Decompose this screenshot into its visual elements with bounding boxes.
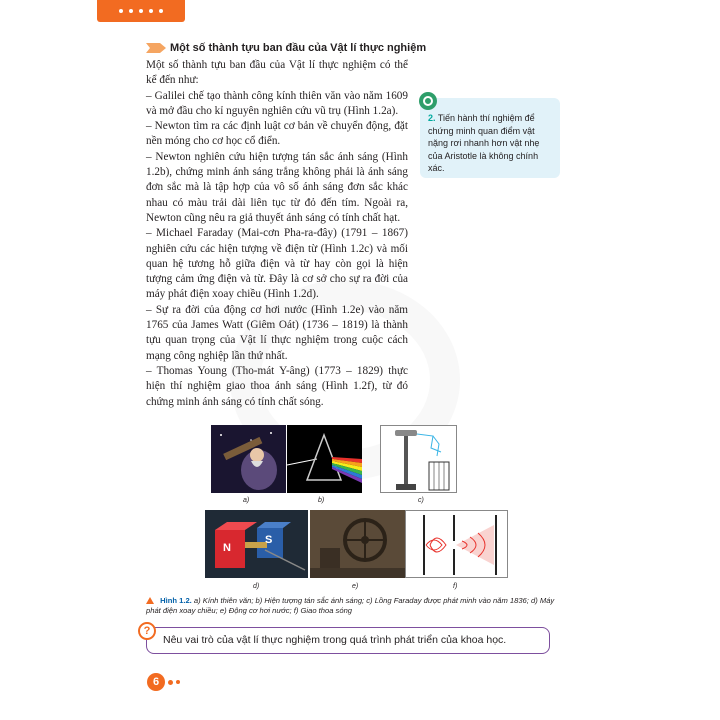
figure-telescope — [211, 425, 286, 493]
header-dot — [149, 9, 153, 13]
steam-engine-illustration — [310, 510, 405, 578]
figure-label-a: a) — [243, 497, 250, 504]
figure-label-d: d) — [253, 583, 260, 590]
header-dot — [119, 9, 123, 13]
paragraph-newton-optics: – Newton nghiên cứu hiện tượng tán sắc ánh sáng (Hình 1.2b), chứng minh ánh sáng trắng không phải là ánh sáng đơn sắc mà là tập hợp của vô số ánh sáng đơn sắc khác nhau có màu trải dài liên tục từ đỏ đến tím. Ngoài ra, Newton cũng nêu ra giả thuyết ánh sáng có tính chất hạt. — [146, 150, 408, 224]
paragraph-intro: Một số thành tựu ban đầu của Vật lí thực nghiệm có thể kể đến như: — [146, 59, 408, 87]
figure-steam-engine — [310, 510, 405, 578]
page-number — [147, 673, 180, 691]
figure-label-b: b) — [318, 497, 325, 504]
question-box — [146, 627, 550, 654]
section-title-text: Một số thành tựu ban đầu của Vật lí thực nghiệm — [170, 42, 427, 54]
page-dot — [168, 680, 173, 685]
question-text: Nêu vai trò của vật lí thực nghiệm trong quá trình phát triển của khoa học. — [163, 634, 507, 646]
interference-illustration — [406, 511, 508, 578]
side-note-number: 2. — [428, 113, 436, 123]
header-dot — [159, 9, 163, 13]
figure-label-e: e) — [352, 583, 359, 590]
paragraph-watt: – Sự ra đời của động cơ hơi nước (Hình 1.2e) vào năm 1765 của James Watt (Giêm Oát) (1736 – 1819) là thành tựu quan trọng của Vật lí thực nghiệm trong cuộc cách mạng công nghiệp lần thứ nhất. — [146, 303, 408, 362]
body-text — [146, 58, 408, 410]
page-number-value: 6 — [147, 673, 165, 691]
header-dot — [129, 9, 133, 13]
activity-icon — [419, 92, 437, 110]
caption-triangle-icon — [146, 597, 154, 604]
figure-ac-generator — [205, 510, 308, 578]
paragraph-young: – Thomas Young (Tho-mát Y-âng) (1773 – 1829) thực hiện thí nghiệm giao thoa ánh sáng (Hình 1.2f), từ đó chứng minh ánh sáng có tính chất sóng. — [146, 364, 408, 408]
caption-title: Hình 1.2. — [160, 596, 192, 605]
header-tab — [97, 0, 185, 22]
figure-caption — [146, 596, 556, 616]
figure-wave-interference — [405, 510, 508, 578]
paragraph-faraday: – Michael Faraday (Mai-cơn Pha-ra-đây) (1791 – 1867) nghiên cứu các hiện tượng về điện từ (Hình 1.2c) và mối quan hệ tương hỗ giữa điện và từ hay còn gọi là hiện tượng cảm ứng điện và từ. Đây là cơ sở cho sự ra đời của máy phát điện xoay chiều (Hình 1.2d). — [146, 227, 408, 301]
section-heading — [146, 42, 426, 54]
paragraph-galilei: – Galilei chế tạo thành công kính thiên văn vào năm 1609 và mở đầu cho kỉ nguyên nghiên cứu vũ trụ (Hình 1.2a). — [146, 89, 408, 117]
figure-label-c: c) — [418, 497, 424, 504]
header-dot — [139, 9, 143, 13]
caption-text: a) Kính thiên văn; b) Hiện tượng tán sắc ánh sáng; c) Lồng Faraday được phát minh vào năm 1836; d) Máy phát điện xoay chiều; e) Động cơ hơi nước; f) Giao thoa sóng — [146, 596, 555, 615]
paragraph-newton-mechanics: – Newton tìm ra các định luật cơ bản về chuyển động, đặt nền móng cho cơ học cổ điển. — [146, 120, 408, 148]
magnet-north-label: N — [223, 542, 231, 554]
side-note — [420, 98, 560, 178]
generator-illustration — [205, 510, 308, 578]
figure-faraday-cage — [380, 425, 457, 493]
page-dot — [176, 680, 180, 684]
prism-illustration — [287, 425, 362, 493]
question-icon: ? — [138, 622, 156, 640]
arrow-icon — [146, 43, 166, 53]
telescope-illustration — [211, 425, 286, 493]
figure-label-f: f) — [453, 583, 458, 590]
side-note-text: Tiến hành thí nghiệm để chứng minh quan điểm vật nặng rơi nhanh hơn vật nhẹ của Aristotle là không chính xác. — [428, 113, 540, 173]
figure-prism — [287, 425, 362, 493]
magnet-south-label: S — [265, 534, 273, 546]
faraday-cage-illustration — [381, 426, 457, 493]
